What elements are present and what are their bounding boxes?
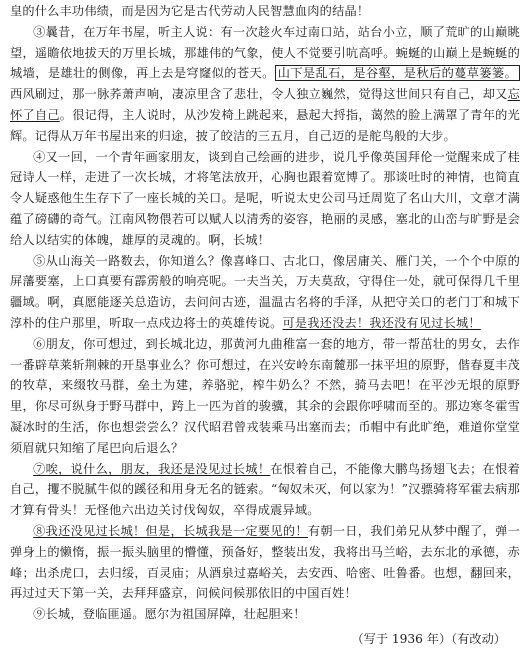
paragraph-4: ④又一回，一个青年画家朋友，谈到自己绘画的进步，说几乎像英国拜伦一觉醒来成了桂冠诗人一样，走进了一次长城，才将笔法放开，心胸也跟着宽博了。那谈吐时的神情，也简直令人疑惑他生生存下了一座长城的关口。是呢，听说太史公司马迁周览了名山大川，文章才满蕴了磅礴的奇气。江南风物偎若可以赋人以清秀的姿容，艳丽的灵感，塞北的山峦与旷野是会给人以结实的体魄，雄厚的灵魂的。啊，长城！ (10, 149, 520, 247)
boxed-sentence: 山下是乱石，是谷壑，是秋后的蔓草篓篓。 (275, 65, 520, 81)
paragraph-3-part-c: 。很记得，主人说时，从沙发椅上跳起来，悬起大捋指，蔼然的脸上满罩了青年的光辉。记得从万年书屋出来的归途，披了皎洁的三五月，自己迈的是舵鸟般的大步。 (10, 107, 520, 143)
paragraph-8-part-c: ，问候问候那依旧的中国百姓！ (183, 586, 357, 601)
source-note: （写于 1936 年）（有改动） (351, 631, 506, 646)
paragraph-3-part-a: ③曩昔，在万年书屋，听主人说：有一次趁火车过南口站，站台小立，顺了荒旷的山巅眺望，遥瞻依地拔天的万里长城，那雄伟的气象，使人不觉要引吭高呼。蜿蜒的山巅上是蜿蜒的城墙，是雄壮的侧像，再上去是穹窿似的苍天。 (10, 24, 520, 81)
underlined-sentence-5: 可是我还没去！我还没有见过长城！ (282, 315, 481, 330)
paragraph-6: ⑥朋友，你可想过，到长城北边，那黄河九曲稚富一套的地方，带一帮茁壮的男女，去作一番辟草莱斩荆棘的开垦事业么？你可想过，在兴安岭东南麓那一抹平坦的原野，偕春夏丰茂的牧草，来缀牧马群，垒土为建，养骆驼，榨牛奶么？不然，骑马去吧！在平沙无垠的原野里，你尽可纵身于野马群中，跨上一匹为首的骏骥，其余的会跟你呼啸而至的。那边寒冬霍雪凝冰时的生活，你也想尝尝么？汉代昭君曾戎装乘马出塞而去；币帽中有此旷绝，难道你堂堂须眉就只知缩了尾巴向后退么？ (10, 336, 520, 455)
paragraph-5 (10, 251, 520, 334)
underlined-phrase: 忘怀了自己 (10, 87, 520, 122)
paragraph-9: ⑨长城，登临匪遥。愿尔为祖国屏障，壮起胆来！ (33, 607, 306, 622)
paragraph-3 (10, 22, 520, 147)
paragraph-7-part-b: 在恨着自己，不能像大鹏鸟扬翅飞去；在恨着自己，攫不脱腻牛似的蹊径和用身无名的链索。“匈奴未灭，何以家为！”汉骠骑将军霍去病那才算有骨头！无怪他六出边关讨伐匈奴，卒得成震异域。 (10, 461, 520, 518)
underlined-sentence-7: ⑦唉，说什么，朋友，我还是没见过长城！ (33, 461, 271, 476)
paragraph-8-part-b: 有朝一日，我们弟兄从梦中醒了，弹一弹身上的懒惰，振一振头脑里的懵懂，预备好，整装出发，我将出马兰峪，去东北的承德，赤峰；出杀虎口，去归绥，百灵庙；从酒泉过嘉峪关，去安西、哈密、吐鲁番。也想，翻回来，再过过天下第一关，去拜拜盛京 (10, 523, 520, 601)
paragraph-7 (10, 459, 520, 521)
underlined-sentence-8: ⑧我还没见过长城！但是，长城我是一定要见的！ (33, 523, 308, 538)
paragraph-3-part-b: 西风刷过，那一脉荞萧声响，凄凉里含了悲壮，令人独立巍然，觉得这世间只有自己，却又 (10, 87, 508, 102)
paragraph-5-part-a: ⑤从山海关一路数去，你知道么？像喜峰口、古北口，像居庸关、雁门关，一个个中原的屏藩要塞，上口真要有霹雳般的响亮呢。一夫当关，万夫莫敌，守得住一处，就可保得几千里疆域。啊，真愿能逐关总造访，去问问古迹，温温古名将的手泽，从把守关口的老门丁和城下淳朴的住户那里，听取一点戍边将士的英雄传说。 (10, 253, 520, 330)
paragraph-8 (10, 521, 520, 604)
paragraph-2-tail: 皇的什么丰功伟绩，而是因为它是古代劳动人民智慧血肉的结晶！ (10, 4, 370, 18)
